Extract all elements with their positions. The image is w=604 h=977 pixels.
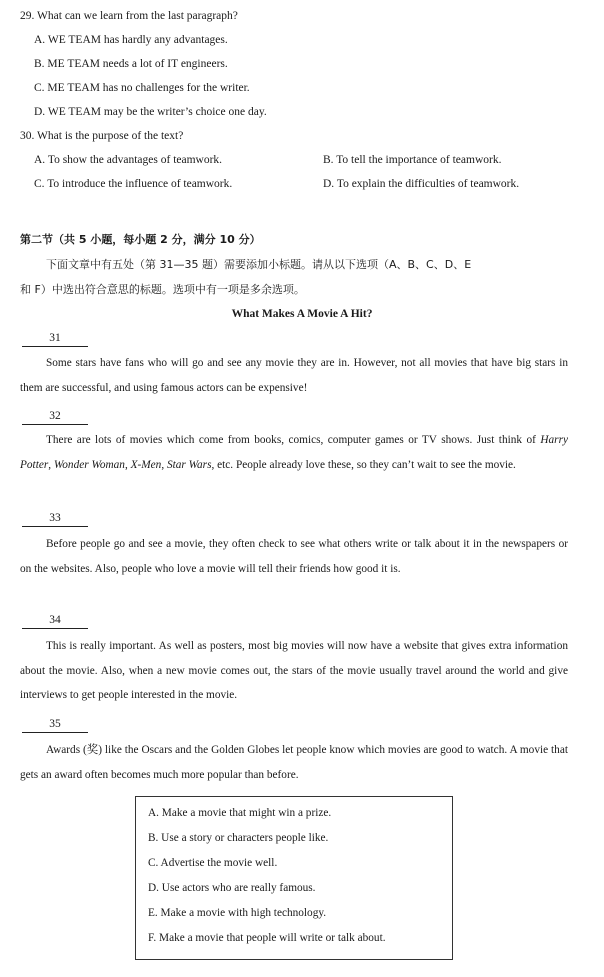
question-30-option-d: D. To explain the difficulties of teamwork.: [323, 178, 520, 190]
blank-34: 34: [22, 612, 88, 629]
separator: ,: [48, 458, 54, 471]
choice-e: E. Make a movie with high technology.: [148, 907, 327, 919]
section-instruction-line-2: 和 F）中选出符合意思的标题。选项中有一项是多余选项。: [20, 283, 305, 296]
question-29-option-b: B. ME TEAM needs a lot of IT engineers.: [34, 58, 228, 70]
choice-b: B. Use a story or characters people like.: [148, 832, 329, 844]
paragraph-34: [20, 634, 568, 708]
paragraph-33: [20, 532, 568, 581]
paragraph-32-text-b: , etc. People already love these, so they can’t wait to see the movie.: [211, 458, 516, 471]
paragraph-32-text-a: There are lots of movies which come from books, comics, computer games or TV shows. Just think of: [46, 434, 541, 446]
question-30-stem: 30. What is the purpose of the text?: [20, 130, 184, 142]
article-title: What Makes A Movie A Hit?: [231, 308, 373, 320]
separator: ,: [124, 458, 131, 471]
title-star-wars: Star Wars: [167, 458, 212, 471]
question-30-option-a: A. To show the advantages of teamwork.: [34, 154, 223, 166]
choice-f: F. Make a movie that people will write or talk about.: [148, 932, 386, 944]
title-wonder-woman: Wonder Woman: [53, 458, 125, 471]
paragraph-35: [20, 738, 568, 787]
paragraph-34-text: This is really important. As well as posters, most big movies will now have a website that gives extra information about the movie. Also, when a new movie comes out, the stars of the movie usually travel around the world and give interviews to get people interested in the movie.: [20, 640, 568, 701]
blank-32: 32: [22, 408, 88, 425]
paragraph-35-text: Awards (奖) like the Oscars and the Golden Globes let people know which movies are good to watch. A movie that gets an award often becomes much more popular than before.: [20, 744, 568, 781]
question-30-option-b: B. To tell the importance of teamwork.: [323, 154, 502, 166]
paragraph-31: [20, 351, 568, 400]
question-29-stem: 29. What can we learn from the last paragraph?: [20, 10, 238, 22]
section-heading: 第二节（共 5 小题，每小题 2 分，满分 10 分）: [20, 233, 261, 246]
blank-35: 35: [22, 716, 88, 733]
question-29-option-a: A. WE TEAM has hardly any advantages.: [34, 34, 228, 46]
choice-a: A. Make a movie that might win a prize.: [148, 807, 332, 819]
question-29-option-c: C. ME TEAM has no challenges for the writer.: [34, 82, 250, 94]
choices-box: [135, 796, 453, 960]
title-harry-potter: Harry Potter: [20, 434, 568, 471]
choice-d: D. Use actors who are really famous.: [148, 882, 316, 894]
paragraph-32: [20, 428, 568, 477]
question-30-option-c: C. To introduce the influence of teamwork.: [34, 178, 233, 190]
choice-c: C. Advertise the movie well.: [148, 857, 278, 869]
section-instruction-line-1: 下面文章中有五处（第 31—35 题）需要添加小标题。请从以下选项（A、B、C、D、E: [46, 258, 472, 271]
separator: ,: [161, 458, 167, 471]
question-29-option-d: D. WE TEAM may be the writer’s choice one day.: [34, 106, 267, 118]
paragraph-33-text: Before people go and see a movie, they often check to see what others write or talk about it in the newspapers or on the websites. Also, people who love a movie will tell their friends how good it is.: [20, 538, 568, 575]
blank-33: 33: [22, 510, 88, 527]
blank-31: 31: [22, 330, 88, 347]
title-x-men: X-Men: [130, 458, 162, 471]
paragraph-31-text: Some stars have fans who will go and see any movie they are in. However, not all movies that have big stars in them are successful, and using famous actors can be expensive!: [20, 357, 568, 394]
